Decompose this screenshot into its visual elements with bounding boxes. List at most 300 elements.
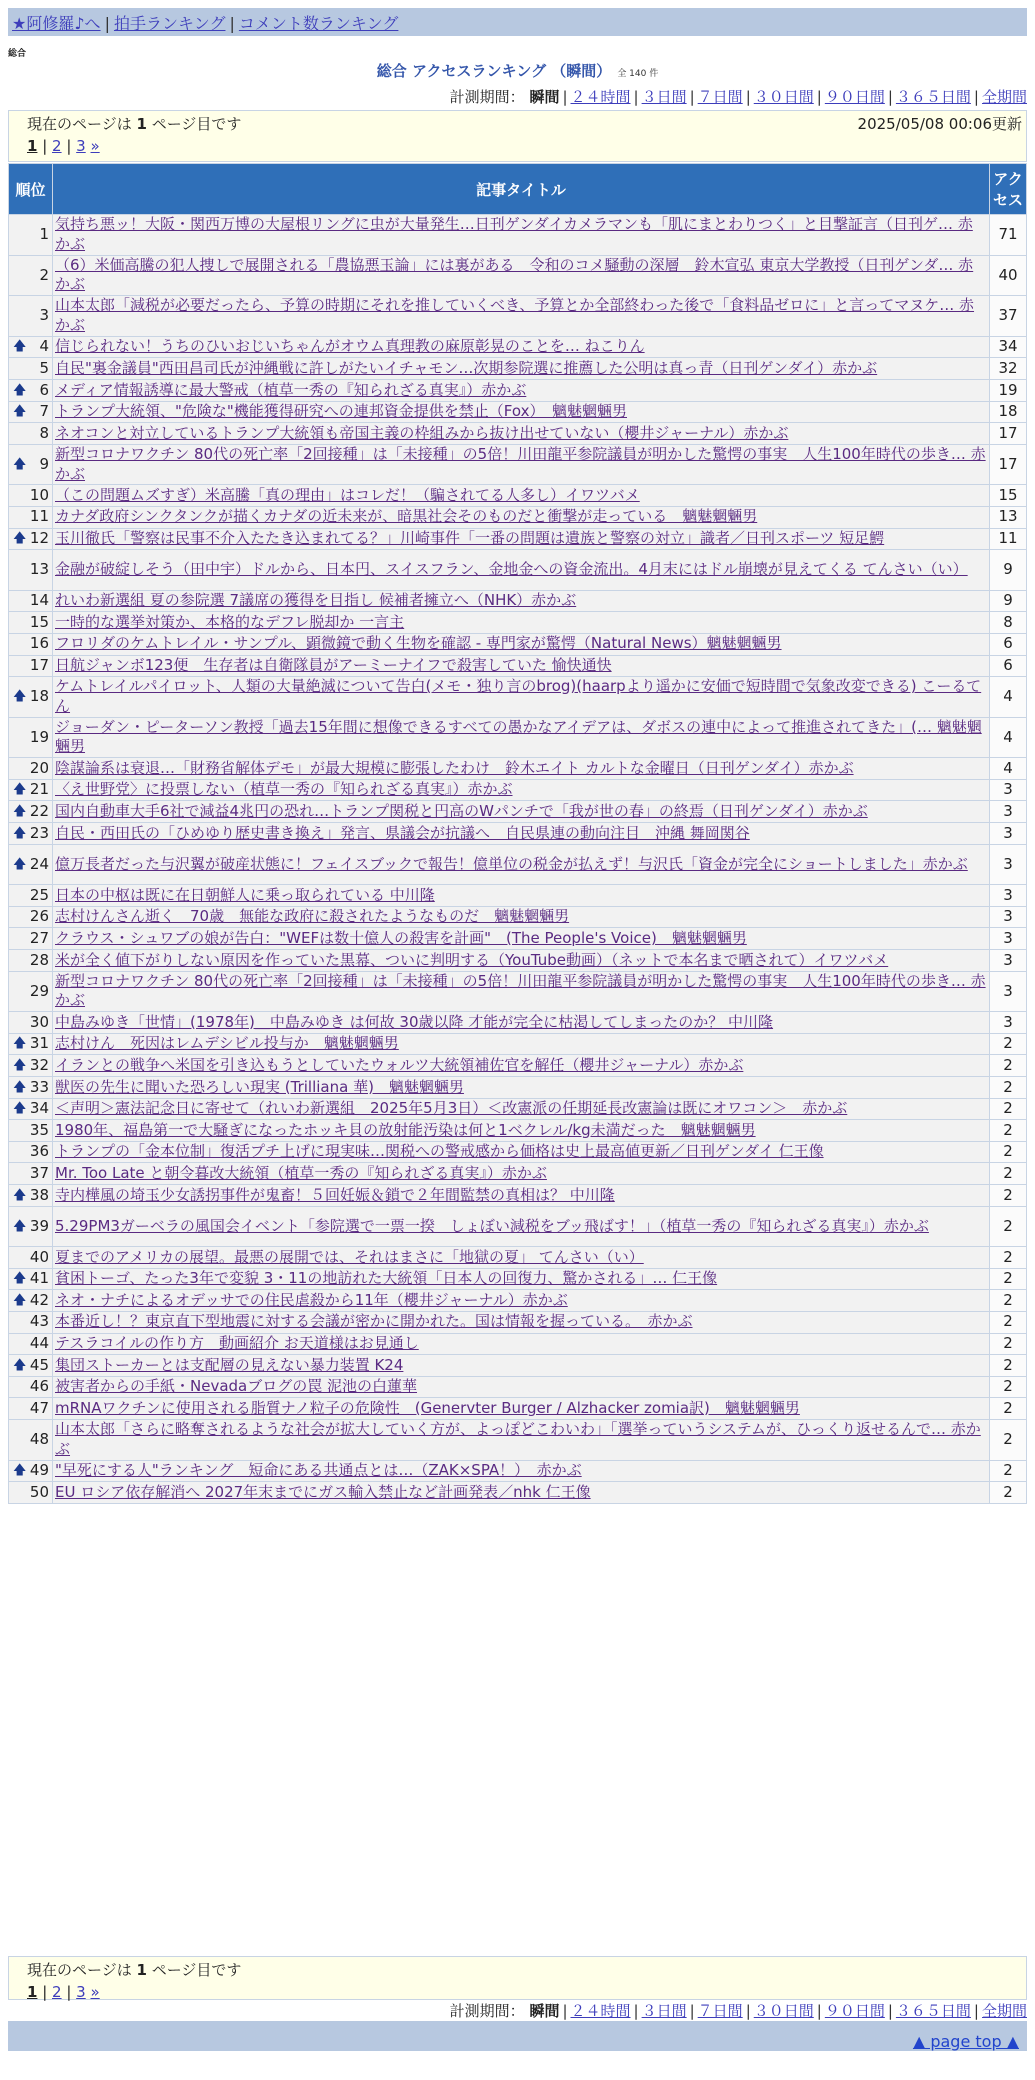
title-cell [53, 1206, 990, 1247]
title-cell [53, 823, 990, 845]
article-link[interactable]: ネオ・ナチによるオデッサでの住民虐殺から11年（櫻井ジャーナル）赤かぶ [55, 1290, 568, 1309]
page-info-text: 現在のページは 1 ページ目です [27, 115, 242, 133]
nav-separator: | [104, 14, 110, 33]
access-count: 4 [990, 677, 1027, 718]
rank-cell [9, 379, 53, 401]
article-link[interactable]: 一時的な選挙対策か、本格的なデフレ脱却か 一言主 [55, 612, 405, 631]
table-row [9, 1333, 1027, 1355]
access-count: 2 [990, 1184, 1027, 1206]
access-count: 2 [990, 1163, 1027, 1185]
article-link[interactable]: れいわ新選組 夏の参院選 7議席の獲得を目指し 候補者擁立へ（NHK）赤かぶ [55, 591, 577, 610]
applause-ranking-link[interactable]: 拍手ランキング [113, 14, 226, 33]
access-count: 3 [990, 971, 1027, 1012]
rank-number: 29 [29, 981, 49, 1000]
rank-up-arrow-icon: 🡅 [13, 1101, 27, 1117]
access-count: 3 [990, 906, 1027, 928]
table-row [9, 1355, 1027, 1377]
rank-number: 6 [39, 380, 49, 399]
title-cell [53, 612, 990, 634]
article-link[interactable]: イランとの戦争へ米国を引き込もうとしていたウォルツ大統領補佐官を解任（櫻井ジャーナル）赤かぶ [55, 1055, 744, 1074]
article-link[interactable]: 志村けんさん逝く 70歳 無能な政府に殺されたようなものだ 魑魅魍魎男 [55, 907, 570, 926]
page-link[interactable]: 2 [52, 137, 62, 155]
table-row [9, 928, 1027, 950]
article-link[interactable]: 億万長者だった与沢翼が破産状態に！フェイスブックで報告！億単位の税金が払えず！与沢氏「資金が完全にショートしました」赤かぶ [55, 854, 968, 873]
ranking-title: 総合 アクセスランキング （瞬間） [376, 62, 612, 80]
access-count: 2 [990, 1482, 1027, 1504]
table-row [9, 1398, 1027, 1420]
article-link[interactable]: ＜声明＞憲法記念日に寄せて（れいわ新選組 2025年5月3日）＜改憲派の任期延長改憲論は既にオワコン＞ 赤かぶ [55, 1099, 848, 1118]
title-cell [53, 1098, 990, 1120]
rank-up-arrow-icon: 🡅 [13, 782, 27, 798]
rank-number: 10 [29, 485, 49, 504]
access-count: 8 [990, 612, 1027, 634]
article-link[interactable]: 国内自動車大手6社で減益4兆円の恐れ…トランプ関税と円高のWパンチで「我が世の春」の終焉（日刊ゲンダイ）赤かぶ [55, 802, 868, 821]
access-count: 17 [990, 423, 1027, 445]
rank-cell [9, 550, 53, 591]
page-separator: | [61, 137, 77, 155]
access-count: 34 [990, 336, 1027, 358]
article-link[interactable]: 山本太郎「減税が必要だったら、予算の時期にそれを推していくべき、予算とか全部終わった後で「食料品ゼロに」と言ってマヌケ… 赤かぶ [55, 296, 975, 334]
title-cell [53, 1033, 990, 1055]
period-separator: | [633, 88, 639, 106]
table-row [9, 1012, 1027, 1034]
table-row [9, 485, 1027, 507]
access-count: 2 [990, 1376, 1027, 1398]
title-cell [53, 779, 990, 801]
page-info-text: 現在のページは 1 ページ目です [27, 1961, 242, 1979]
article-link[interactable]: 気持ち悪ッ！大阪・関西万博の大屋根リングに虫が大量発生…日刊ゲンダイカメラマンも「肌にまとわりつく」と目撃証言（日刊ゲ… 赤かぶ [55, 215, 973, 253]
rank-number: 16 [29, 634, 49, 653]
rank-cell [9, 444, 53, 485]
article-link[interactable]: テスラコイルの作り方 動画紹介 お天道様はお見通し [55, 1334, 419, 1353]
access-count: 15 [990, 485, 1027, 507]
access-count: 17 [990, 444, 1027, 485]
article-link[interactable]: 本番近し！？東京直下型地震に対する会議が密かに開かれた。国は情報を握っている。 赤かぶ [55, 1312, 693, 1331]
period-link[interactable]: ２４時間 [570, 2002, 631, 2020]
access-count: 3 [990, 885, 1027, 907]
rank-number: 44 [29, 1334, 49, 1353]
ranking-body [9, 215, 1027, 1504]
rank-number: 5 [39, 358, 49, 377]
rank-number: 19 [29, 727, 49, 746]
title-cell [53, 1355, 990, 1377]
rank-cell [9, 1141, 53, 1163]
article-link[interactable]: 山本太郎「さらに略奪されるような社会が拡大していく方が、よっぽどこわいわ」「選挙っていうシステムが、ひっくり返せるんで… 赤かぶ [55, 1420, 981, 1458]
rank-cell [9, 655, 53, 677]
period-link[interactable]: ３６５日間 [895, 88, 971, 106]
rank-up-arrow-icon: 🡅 [13, 804, 27, 820]
table-row [9, 971, 1027, 1012]
table-row [9, 1077, 1027, 1099]
period-link[interactable]: ３日間 [641, 88, 687, 106]
access-count: 6 [990, 655, 1027, 677]
period-separator: | [887, 2002, 893, 2020]
period-separator: | [745, 88, 751, 106]
rank-cell [9, 1290, 53, 1312]
table-row [9, 779, 1027, 801]
article-link[interactable]: 新型コロナワクチン 80代の死亡率「2回接種」は「未接種」の5倍！川田龍平参院議員が明かした驚愕の事実 人生100年時代の歩き… 赤かぶ [55, 445, 986, 483]
rank-number: 12 [29, 529, 49, 548]
page-title [0, 60, 1035, 81]
table-row [9, 717, 1027, 758]
article-link[interactable]: 金融が破綻しそう（田中宇）ドルから、日本円、スイスフラン、金地金への資金流出。4月末にはドル崩壊が見えてくる てんさい（い） [55, 560, 968, 579]
title-cell [53, 1077, 990, 1099]
title-cell [53, 885, 990, 907]
rank-up-arrow-icon: 🡅 [13, 1292, 27, 1308]
article-link[interactable]: （6）米価高騰の犯人捜しで展開される「農協悪玉論」には裏がある 令和のコメ騒動の深層 鈴木宣弘 東京大学教授（日刊ゲンダ… 赤かぶ [55, 255, 974, 294]
rank-number: 31 [29, 1034, 49, 1053]
period-current: 瞬間 [529, 88, 560, 106]
rank-up-arrow-icon: 🡅 [13, 1057, 27, 1073]
rank-up-arrow-icon: 🡅 [13, 382, 27, 398]
access-count: 9 [990, 550, 1027, 591]
period-separator: | [745, 2002, 751, 2020]
article-link[interactable]: 日航ジャンボ123便 生存者は自衛隊員がアーミーナイフで殺害していた 愉快通快 [55, 656, 612, 675]
comment-ranking-link[interactable]: コメント数ランキング [238, 14, 399, 33]
next-page-link[interactable]: » [90, 137, 100, 155]
page-separator: | [37, 137, 53, 155]
table-row [9, 1482, 1027, 1504]
title-cell [53, 655, 990, 677]
nav-separator: | [229, 14, 235, 33]
access-count: 13 [990, 506, 1027, 528]
title-cell [53, 528, 990, 550]
rank-cell [9, 590, 53, 612]
table-row [9, 633, 1027, 655]
article-link[interactable]: 自民・西田氏の「ひめゆり歴史書き換え」発言、県議会が抗議へ 自民県連の動向注目 沖縄 舞岡関谷 [55, 823, 750, 842]
rank-number: 15 [29, 612, 49, 631]
table-row [9, 1098, 1027, 1120]
rank-cell [9, 717, 53, 758]
table-row [9, 423, 1027, 445]
page-link[interactable]: 3 [76, 137, 86, 155]
rank-number: 43 [29, 1312, 49, 1331]
rank-cell [9, 677, 53, 718]
page-top [913, 2032, 1019, 2051]
access-count: 11 [990, 528, 1027, 550]
access-count: 4 [990, 758, 1027, 780]
title-cell [53, 1376, 990, 1398]
article-link[interactable]: EU ロシア依存解消へ 2027年末までにガス輸入禁止など計画発表／nhk 仁王像 [55, 1482, 591, 1501]
table-row [9, 1268, 1027, 1290]
table-row [9, 1311, 1027, 1333]
article-link[interactable]: 集団ストーカーとは支配層の見えない暴力装置 K24 [55, 1355, 404, 1374]
rank-number: 46 [29, 1377, 49, 1396]
title-cell [53, 1012, 990, 1034]
rank-number: 50 [29, 1482, 49, 1501]
current-page: 1 [27, 137, 38, 155]
pagination-bottom [27, 1983, 1008, 2001]
article-link[interactable]: 獣医の先生に聞いた恐ろしい現実 (Trilliana 華) 魑魅魍魎男 [55, 1077, 464, 1096]
access-count: 3 [990, 801, 1027, 823]
access-header: アクセス [990, 164, 1027, 215]
table-row [9, 1184, 1027, 1206]
rank-cell [9, 358, 53, 380]
rank-number: 17 [29, 656, 49, 675]
rank-number: 32 [29, 1055, 49, 1074]
table-row [9, 823, 1027, 845]
article-link[interactable]: トランプの「金本位制」復活プチ上げに現実味…関税への警戒感から価格は史上最高値更新／日刊ゲンダイ 仁王像 [55, 1142, 824, 1161]
title-cell [53, 255, 990, 296]
top-nav-bar [8, 8, 1027, 36]
period-separator: | [973, 88, 979, 106]
rank-cell [9, 1268, 53, 1290]
period-link[interactable]: 全期間 [981, 2002, 1027, 2020]
period-link[interactable]: ９０日間 [824, 88, 885, 106]
article-link[interactable]: 志村けん 死因はレムデシビル投与か 魑魅魍魎男 [55, 1034, 399, 1053]
article-link[interactable]: メディア情報誘導に最大警戒（植草一秀の『知られざる真実』）赤かぶ [55, 380, 527, 399]
article-link[interactable]: ジョーダン・ピーターソン教授「過去15年間に想像できるすべての愚かなアイデアは、ダボスの連中によって推進されてきた」(… 魑魅魍魎男 [55, 717, 982, 756]
rank-number: 20 [29, 758, 49, 777]
table-row [9, 1460, 1027, 1482]
period-selector-top [450, 86, 1027, 107]
rank-cell [9, 823, 53, 845]
rank-number: 8 [39, 423, 49, 442]
title-cell [53, 801, 990, 823]
access-count: 6 [990, 633, 1027, 655]
title-cell [53, 1247, 990, 1269]
rank-cell [9, 1419, 53, 1460]
title-cell [53, 506, 990, 528]
rank-cell [9, 1482, 53, 1504]
period-link[interactable]: ９０日間 [824, 2002, 885, 2020]
rank-cell [9, 1184, 53, 1206]
article-link[interactable]: 被害者からの手紙・Nevadaブログの罠 泥池の白蓮華 [55, 1377, 418, 1396]
pagination-top [27, 137, 1008, 155]
rank-number: 21 [29, 780, 49, 799]
table-row [9, 401, 1027, 423]
access-count: 4 [990, 717, 1027, 758]
article-link[interactable]: ケムトレイルパイロット、人類の大量絶滅について告白(メモ・独り言のbrog)(haarpより遥かに安価で短時間で気象改変できる) こーるてん [55, 677, 982, 715]
title-cell [53, 633, 990, 655]
period-separator: | [816, 2002, 822, 2020]
title-cell [53, 358, 990, 380]
access-count: 2 [990, 1290, 1027, 1312]
rank-cell [9, 423, 53, 445]
table-row [9, 336, 1027, 358]
access-count: 2 [990, 1460, 1027, 1482]
article-link[interactable]: 5.29PM3ガーベラの風国会イベント「参院選で一票一揆 しょぼい減税をブッ飛ばす！」（植草一秀の『知られざる真実』）赤かぶ [55, 1216, 929, 1235]
table-row [9, 1206, 1027, 1247]
page-info-top [8, 110, 1027, 162]
rank-cell [9, 1120, 53, 1142]
rank-up-arrow-icon: 🡅 [13, 456, 27, 472]
article-link[interactable]: "早死にする人"ランキング 短命にある共通点とは…（ZAK×SPA！） 赤かぶ [55, 1461, 582, 1480]
rank-number: 34 [29, 1099, 49, 1118]
access-count: 71 [990, 215, 1027, 256]
access-count: 2 [990, 1055, 1027, 1077]
article-link[interactable]: 〈え世野党〉に投票しない（植草一秀の『知られざる真実』）赤かぶ [55, 780, 513, 799]
table-row [9, 358, 1027, 380]
table-row [9, 1290, 1027, 1312]
period-separator: | [816, 88, 822, 106]
rank-cell [9, 255, 53, 296]
access-count: 3 [990, 950, 1027, 972]
table-row [9, 1141, 1027, 1163]
title-cell [53, 550, 990, 591]
title-cell [53, 1460, 990, 1482]
rank-number: 22 [29, 802, 49, 821]
article-link[interactable]: mRNAワクチンに使用される脂質ナノ粒子の危険性 (Genervter Burger / Alzhacker zomia訳) 魑魅魍魎男 [55, 1398, 800, 1417]
rank-cell [9, 612, 53, 634]
table-row [9, 296, 1027, 337]
period-link[interactable]: ２４時間 [570, 88, 631, 106]
period-separator: | [633, 2002, 639, 2020]
rank-cell [9, 801, 53, 823]
article-link[interactable]: 貧困トーゴ、たった3年で変貌 3・11の地訪れた大統領「日本人の回復力、驚かされる」… 仁王像 [55, 1269, 718, 1288]
rank-cell [9, 215, 53, 256]
title-cell [53, 485, 990, 507]
article-link[interactable]: カナダ政府シンクタンクが描くカナダの近未来が、暗黒社会そのものだと衝撃が走っている 魑魅魍魎男 [55, 507, 758, 526]
title-cell [53, 296, 990, 337]
rank-cell [9, 1033, 53, 1055]
rank-cell [9, 844, 53, 885]
table-row [9, 1163, 1027, 1185]
rank-number: 39 [29, 1216, 49, 1235]
access-count: 2 [990, 1268, 1027, 1290]
table-row [9, 844, 1027, 885]
title-cell [53, 717, 990, 758]
total-count: 全 140 件 [617, 69, 659, 79]
rank-cell [9, 1333, 53, 1355]
table-row [9, 906, 1027, 928]
title-cell [53, 379, 990, 401]
page-separator: | [61, 1983, 77, 2001]
rank-number: 23 [29, 823, 49, 842]
rank-number: 2 [39, 265, 49, 284]
table-row [9, 1055, 1027, 1077]
rank-number: 4 [39, 337, 49, 356]
title-cell [53, 1268, 990, 1290]
title-cell [53, 1141, 990, 1163]
title-cell [53, 928, 990, 950]
access-count: 2 [990, 1398, 1027, 1420]
table-row [9, 885, 1027, 907]
rank-number: 11 [29, 507, 49, 526]
title-cell [53, 677, 990, 718]
home-link[interactable]: ★阿修羅♪へ [12, 14, 101, 33]
next-page-link[interactable]: » [90, 1983, 100, 2001]
article-link[interactable]: 自民"裏金議員"西田昌司氏が沖縄戦に許しがたいイチャモン…次期参院選に推薦した公明は真っ青（日刊ゲンダイ）赤かぶ [55, 358, 878, 377]
title-cell [53, 950, 990, 972]
title-cell [53, 444, 990, 485]
rank-number: 3 [39, 306, 49, 325]
table-row [9, 1033, 1027, 1055]
rank-cell [9, 950, 53, 972]
article-link[interactable]: トランプ大統領、"危険な"機能獲得研究への連邦資金提供を禁止（Fox） 魑魅魍魎男 [55, 402, 627, 421]
period-link[interactable]: ７日間 [697, 2002, 743, 2020]
access-count: 3 [990, 779, 1027, 801]
rank-up-arrow-icon: 🡅 [13, 1079, 27, 1095]
title-cell [53, 844, 990, 885]
rank-cell [9, 1055, 53, 1077]
article-link[interactable]: ネオコンと対立しているトランプ大統領も帝国主義の枠組みから抜け出せていない（櫻井ジャーナル）赤かぶ [55, 423, 789, 442]
rank-cell [9, 506, 53, 528]
page-link[interactable]: 3 [76, 1983, 86, 2001]
table-row [9, 528, 1027, 550]
article-link[interactable]: 日本の中枢は既に在日朝鮮人に乗っ取られている 中川隆 [55, 885, 435, 904]
period-link[interactable]: ３０日間 [753, 88, 814, 106]
rank-number: 38 [29, 1185, 49, 1204]
article-link[interactable]: （この問題ムズすぎ）米高騰「真の理由」はコレだ！（騙されてる人多し）イワツバメ [55, 485, 640, 504]
period-current: 瞬間 [529, 2002, 560, 2020]
rank-cell [9, 885, 53, 907]
period-label: 計測期間： [449, 2002, 525, 2020]
rank-cell [9, 906, 53, 928]
table-row [9, 215, 1027, 256]
period-link[interactable]: 全期間 [981, 88, 1027, 106]
table-row [9, 1419, 1027, 1460]
article-link[interactable]: 夏までのアメリカの展望。最悪の展開では、それはまさに「地獄の夏」 てんさい（い） [55, 1247, 644, 1266]
table-row [9, 612, 1027, 634]
rank-cell [9, 296, 53, 337]
access-count: 2 [990, 1077, 1027, 1099]
article-link[interactable]: 玉川徹氏「警察は民事不介入たたき込まれてる？」川崎事件「一番の問題は遺族と警察の対立」識者／日刊スポーツ 短足鰐 [55, 529, 885, 548]
article-link[interactable]: 中島みゆき「世情」(1978年)＿中島みゆき は何故 30歳以降 才能が完全に枯渇してしまったのか？ 中川隆 [55, 1012, 774, 1031]
rank-number: 47 [29, 1398, 49, 1417]
article-link[interactable]: 信じられない！うちのひいおじいちゃんがオウム真理教の麻原彰晃のことを… ねこりん [55, 337, 645, 356]
article-link[interactable]: 新型コロナワクチン 80代の死亡率「2回接種」は「未接種」の5倍！川田龍平参院議員が明かした驚愕の事実 人生100年時代の歩き… 赤かぶ [55, 971, 986, 1010]
article-link[interactable]: 米が全く値下がりしない原因を作っていた黒幕、ついに判明する（YouTube動画）（ネットで本名まで晒されて）イワツバメ [55, 950, 889, 969]
period-link[interactable]: ３６５日間 [895, 2002, 971, 2020]
article-link[interactable]: 陰謀論系は衰退…「財務省解体デモ」が最大規模に膨張したわけ 鈴木エイト カルトな金曜日（日刊ゲンダイ）赤かぶ [55, 758, 854, 777]
table-row [9, 590, 1027, 612]
ranking-table [8, 163, 1027, 1504]
access-count: 19 [990, 379, 1027, 401]
page-link[interactable]: 2 [52, 1983, 62, 2001]
rank-up-arrow-icon: 🡅 [13, 1463, 27, 1479]
rank-number: 28 [29, 950, 49, 969]
rank-number: 48 [29, 1429, 49, 1448]
rank-up-arrow-icon: 🡅 [13, 1187, 27, 1203]
rank-cell [9, 485, 53, 507]
period-separator: | [973, 2002, 979, 2020]
rank-cell [9, 1398, 53, 1420]
period-separator: | [562, 2002, 568, 2020]
rank-cell [9, 971, 53, 1012]
article-link[interactable]: フロリダのケムトレイル・サンプル、顕微鏡で動く生物を確認 - 専門家が驚愕（Natural News）魑魅魍魎男 [55, 634, 782, 653]
rank-cell [9, 1311, 53, 1333]
rank-number: 26 [29, 907, 49, 926]
access-count: 3 [990, 1012, 1027, 1034]
rank-number: 35 [29, 1120, 49, 1139]
article-link[interactable]: Mr. Too Late と朝令暮改大統領（植草一秀の『知られざる真実』）赤かぶ [55, 1163, 547, 1182]
rank-number: 37 [29, 1163, 49, 1182]
article-link[interactable]: 1980年、福島第一で大騒ぎになったホッキ貝の放射能汚染は何と1ベクレル/kg未満だった 魑魅魍魎男 [55, 1120, 756, 1139]
rank-cell [9, 1206, 53, 1247]
updated-timestamp: 2025/05/08 00:06更新 [857, 115, 1022, 133]
access-count: 37 [990, 296, 1027, 337]
period-link[interactable]: ３日間 [641, 2002, 687, 2020]
footer-bar [8, 2021, 1027, 2051]
article-link[interactable]: 寺内樺風の埼玉少女誘拐事件が鬼畜！５回妊娠＆鎖で２年間監禁の真相は？ 中川隆 [55, 1185, 615, 1204]
rank-cell [9, 758, 53, 780]
article-link[interactable]: クラウス・シュワブの娘が告白："WEFは数十億人の殺害を計画" (The People's Voice) 魑魅魍魎男 [55, 928, 747, 947]
table-row [9, 758, 1027, 780]
rank-number: 27 [29, 928, 49, 947]
period-link[interactable]: ７日間 [697, 88, 743, 106]
access-count: 2 [990, 1333, 1027, 1355]
rank-cell [9, 779, 53, 801]
period-link[interactable]: ３０日間 [753, 2002, 814, 2020]
table-row [9, 506, 1027, 528]
period-selector-bottom [450, 2000, 1027, 2021]
access-count: 2 [990, 1247, 1027, 1269]
access-count: 32 [990, 358, 1027, 380]
page-top-link[interactable]: ▲ page top ▲ [912, 2032, 1019, 2051]
rank-up-arrow-icon: 🡅 [13, 825, 27, 841]
title-cell [53, 1333, 990, 1355]
